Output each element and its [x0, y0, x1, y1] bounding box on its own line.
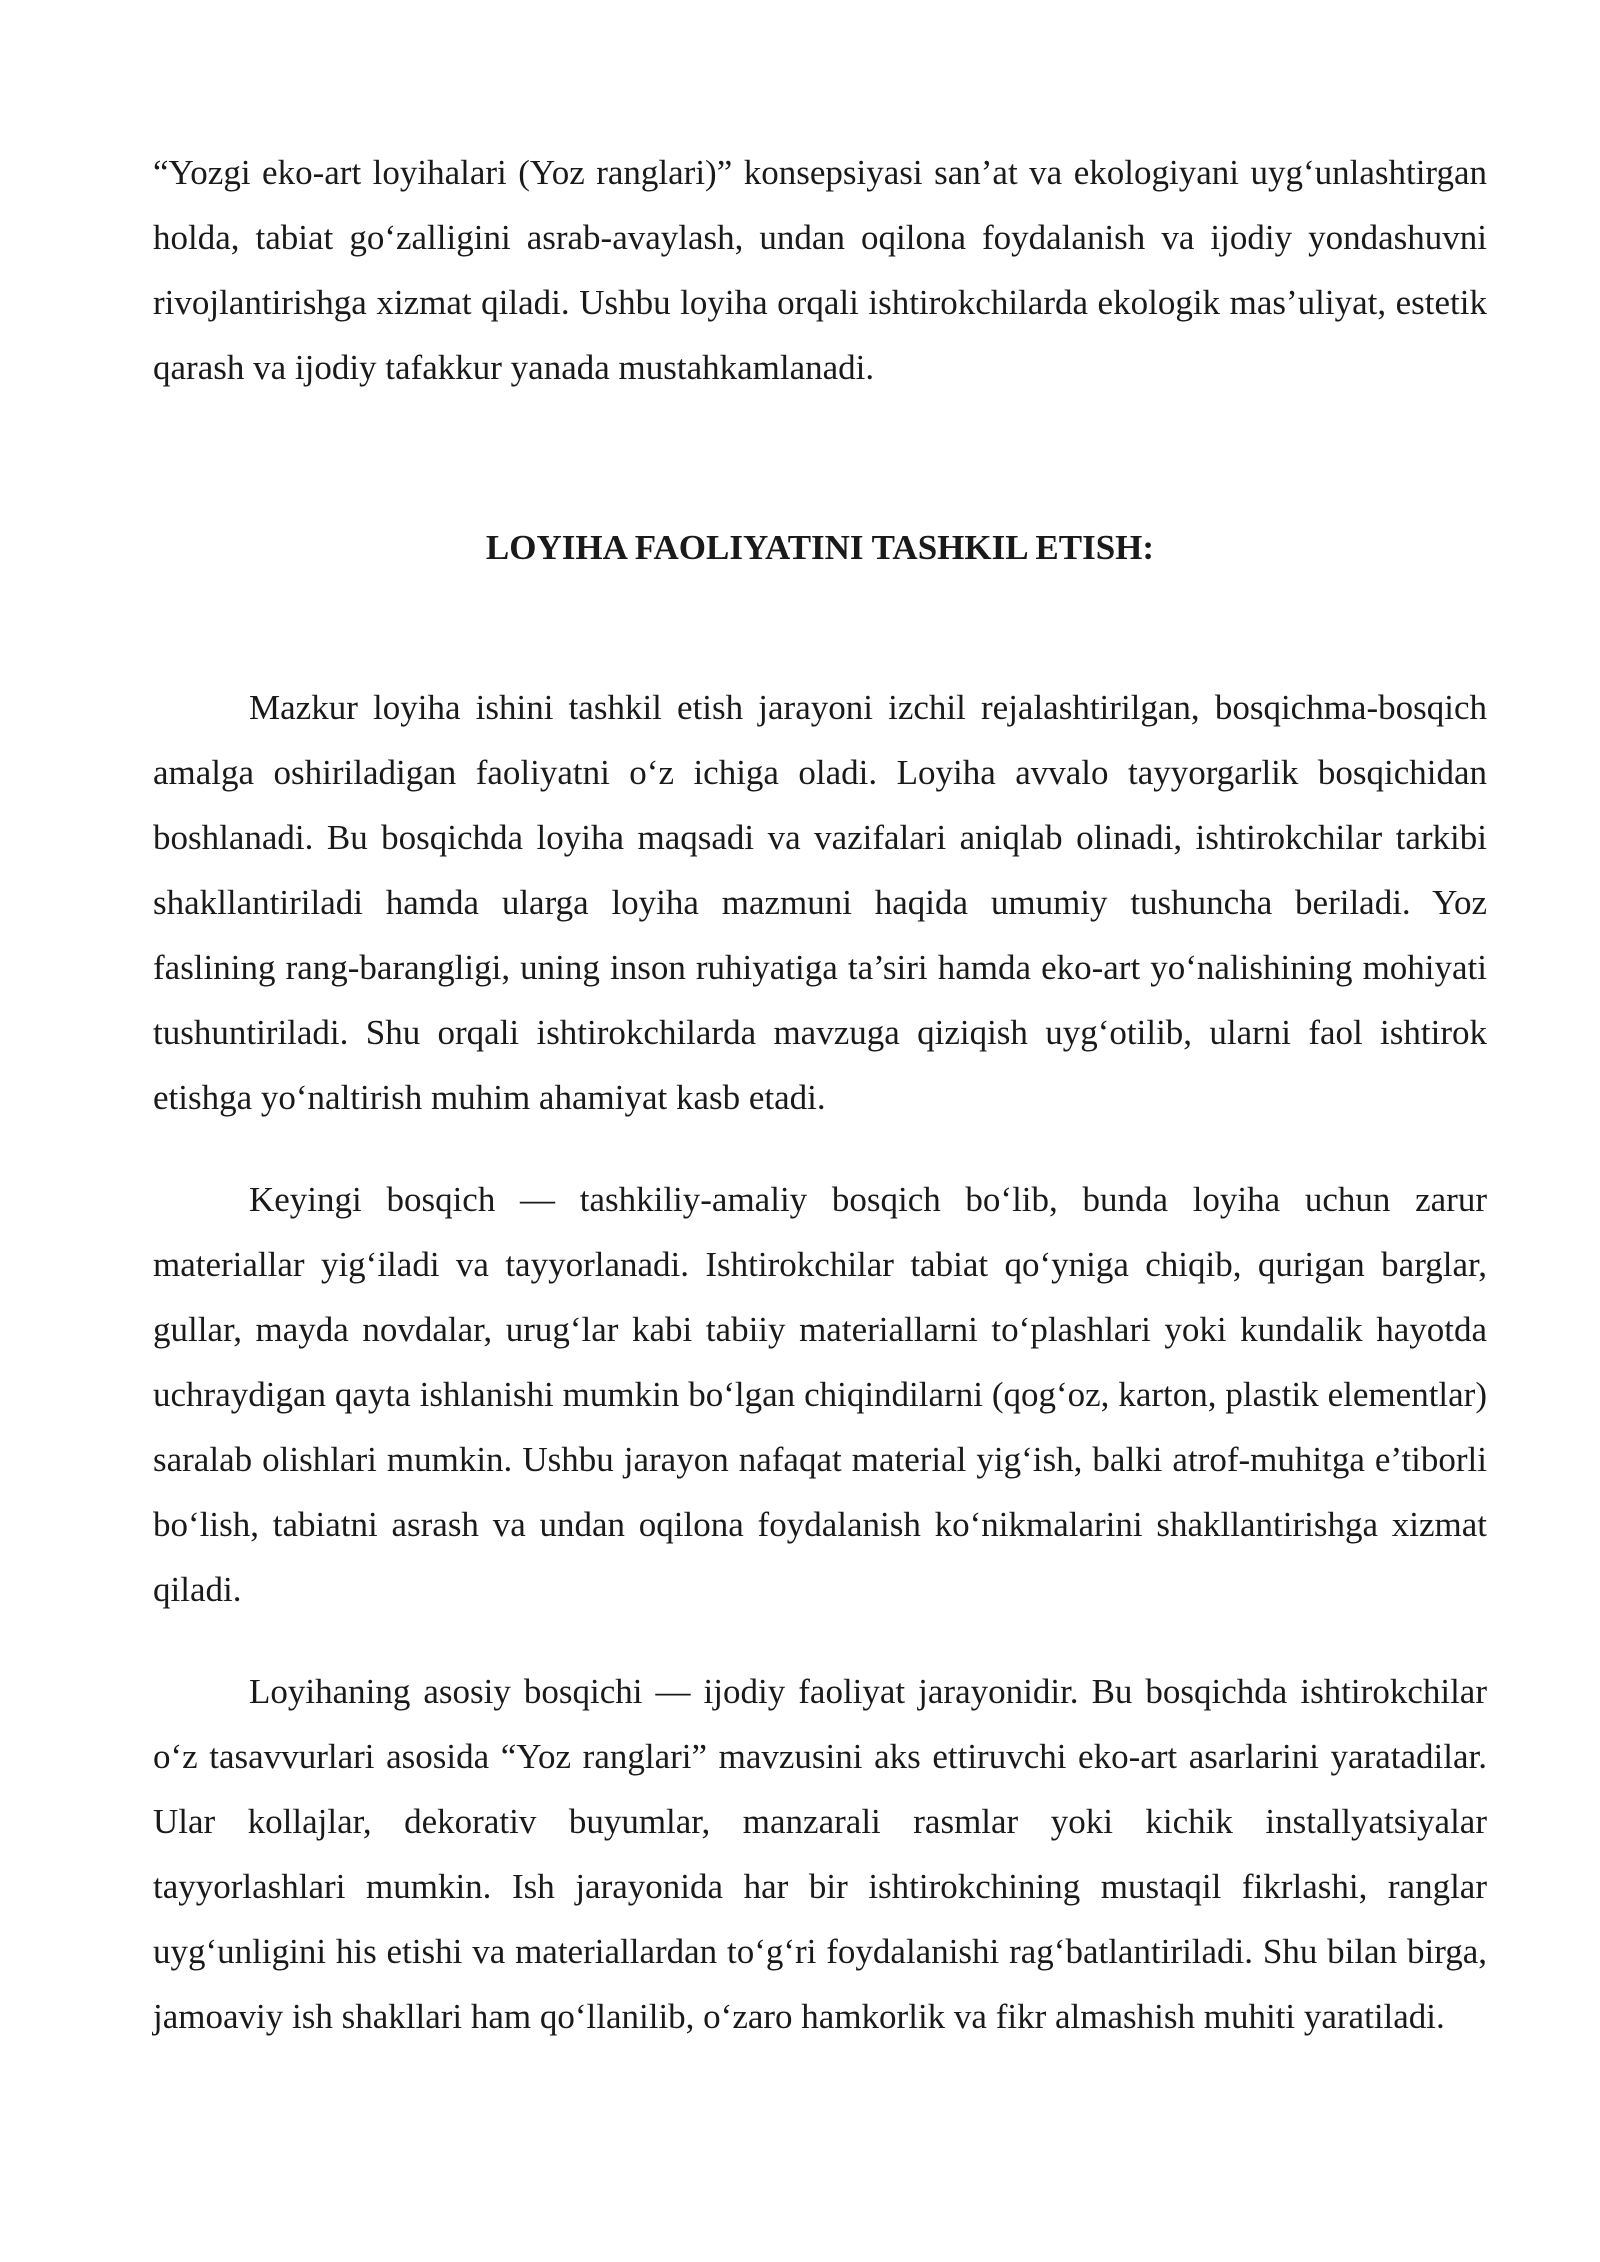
document-page	[153, 140, 1487, 2049]
section-heading: LOYIHA FAOLIYATINI TASHKIL ETISH:	[485, 528, 1155, 567]
body-paragraph-creative: Loyihaning asosiy bosqichi — ijodiy faoliyat jarayonidir. Bu bosqichda ishtirokchilar o‘z tasavvurlari asosida “Yoz ranglari” mavzusini aks ettiruvchi eko-art asarlarini yaratadilar. Ular kollajlar, dekorativ buyumlar, manzarali rasmlar yoki kichik installyatsiyalar tayyorlashlari mumkin. Ish jarayonida har bir ishtirokchining mustaqil fikrlashi, ranglar uyg‘unligini his etishi va materiallardan to‘g‘ri foydalanishi rag‘batlantiriladi. Shu bilan birga, jamoaviy ish shakllari ham qo‘llanilib, o‘zaro hamkorlik va fikr almashish muhiti yaratiladi.	[153, 1672, 1487, 2036]
body-paragraph-organizational: Keyingi bosqich — tashkiliy-amaliy bosqich bo‘lib, bunda loyiha uchun zarur materiallar yig‘iladi va tayyorlanadi. Ishtirokchilar tabiat qo‘yniga chiqib, qurigan barglar, gullar, mayda novdalar, urug‘lar kabi tabiiy materiallarni to‘plashlari yoki kundalik hayotda uchraydigan qayta ishlanishi mumkin bo‘lgan chiqindilarni (qog‘oz, karton, plastik elementlar) saralab olishlari mumkin. Ushbu jarayon nafaqat material yig‘ish, balki atrof-muhitga e’tiborli bo‘lish, tabiatni asrash va undan oqilona foydalanish ko‘nikmalarini shakllantirishga xizmat qiladi.	[153, 1180, 1487, 1609]
intro-paragraph: “Yozgi eko-art loyihalari (Yoz ranglari)” konsepsiyasi san’at va ekologiyani uyg‘unlashtirgan holda, tabiat go‘zalligini asrab-avaylash, undan oqilona foydalanish va ijodiy yondashuvni rivojlantirishga xizmat qiladi. Ushbu loyiha orqali ishtirokchilarda ekologik mas’uliyat, estetik qarash va ijodiy tafakkur yanada mustahkamlanadi.	[153, 153, 1487, 387]
body-paragraph-preparation: Mazkur loyiha ishini tashkil etish jarayoni izchil rejalashtirilgan, bosqichma-bosqich amalga oshiriladigan faoliyatni o‘z ichiga oladi. Loyiha avvalo tayyorgarlik bosqichidan boshlanadi. Bu bosqichda loyiha maqsadi va vazifalari aniqlab olinadi, ishtirokchilar tarkibi shakllantiriladi hamda ularga loyiha mazmuni haqida umumiy tushuncha beriladi. Yoz faslining rang-barangligi, uning inson ruhiyatiga ta’siri hamda eko-art yo‘nalishining mohiyati tushuntiriladi. Shu orqali ishtirokchilarda mavzuga qiziqish uyg‘otilib, ularni faol ishtirok etishga yo‘naltirish muhim ahamiyat kasb etadi.	[153, 688, 1487, 1117]
